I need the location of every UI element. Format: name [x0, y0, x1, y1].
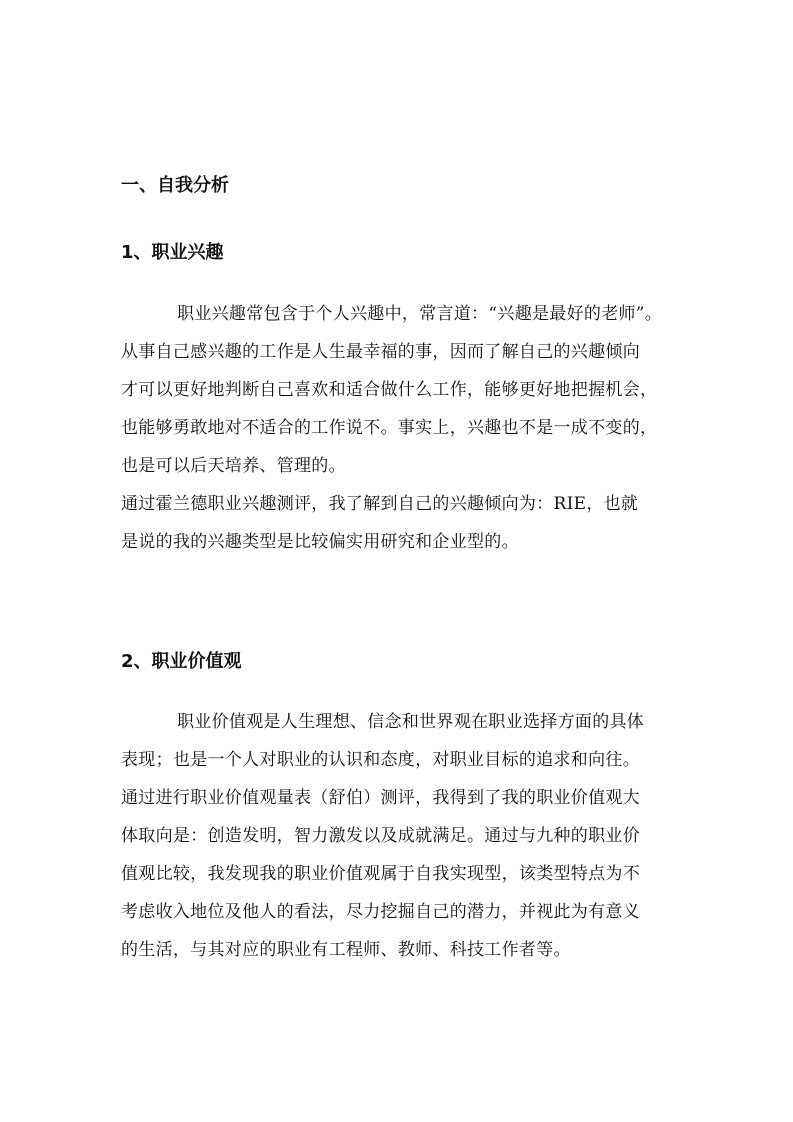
subsection-heading-values: 2、职业价值观 — [121, 651, 242, 672]
text-line: 也是可以后天培养、管理的。 — [121, 456, 346, 476]
text-line: 职业价值观是人生理想、信念和世界观在职业选择方面的具体 — [177, 712, 645, 732]
interest-paragraph — [121, 295, 681, 561]
text-line: 表现；也是一个人对职业的认识和态度，对职业目标的追求和向往。 — [121, 750, 640, 770]
text-line: 才可以更好地判断自己喜欢和适合做什么工作，能够更好地把握机会， — [121, 380, 658, 400]
text-line: 也能够勇敢地对不适合的工作说不。事实上，兴趣也不是一成不变的， — [121, 418, 658, 438]
section-title: 一、自我分析 — [121, 175, 229, 196]
text-line: 是说的我的兴趣类型是比较偏实用研究和企业型的。 — [121, 532, 519, 552]
text-line: 从事自己感兴趣的工作是人生最幸福的事，因而了解自己的兴趣倾向 — [121, 342, 640, 362]
subsection-heading-interest: 1、职业兴趣 — [121, 242, 224, 263]
text-line: 考虑收入地位及他人的看法，尽力挖掘自己的潜力，并视此为有意义 — [121, 902, 640, 922]
text-line: 体取向是：创造发明，智力激发以及成就满足。通过与九种的职业价 — [121, 826, 640, 846]
text-line: 通过霍兰德职业兴趣测评，我了解到自己的兴趣倾向为：RIE，也就 — [121, 494, 639, 514]
text-line: 的生活，与其对应的职业有工程师、教师、科技工作者等。 — [121, 940, 571, 960]
text-line: 职业兴趣常包含于个人兴趣中，常言道：“兴趣是最好的老师”。 — [177, 304, 663, 324]
text-line: 通过进行职业价值观量表（舒伯）测评，我得到了我的职业价值观大 — [121, 788, 640, 808]
text-line: 值观比较，我发现我的职业价值观属于自我实现型，该类型特点为不 — [121, 864, 640, 884]
values-paragraph — [121, 703, 681, 969]
